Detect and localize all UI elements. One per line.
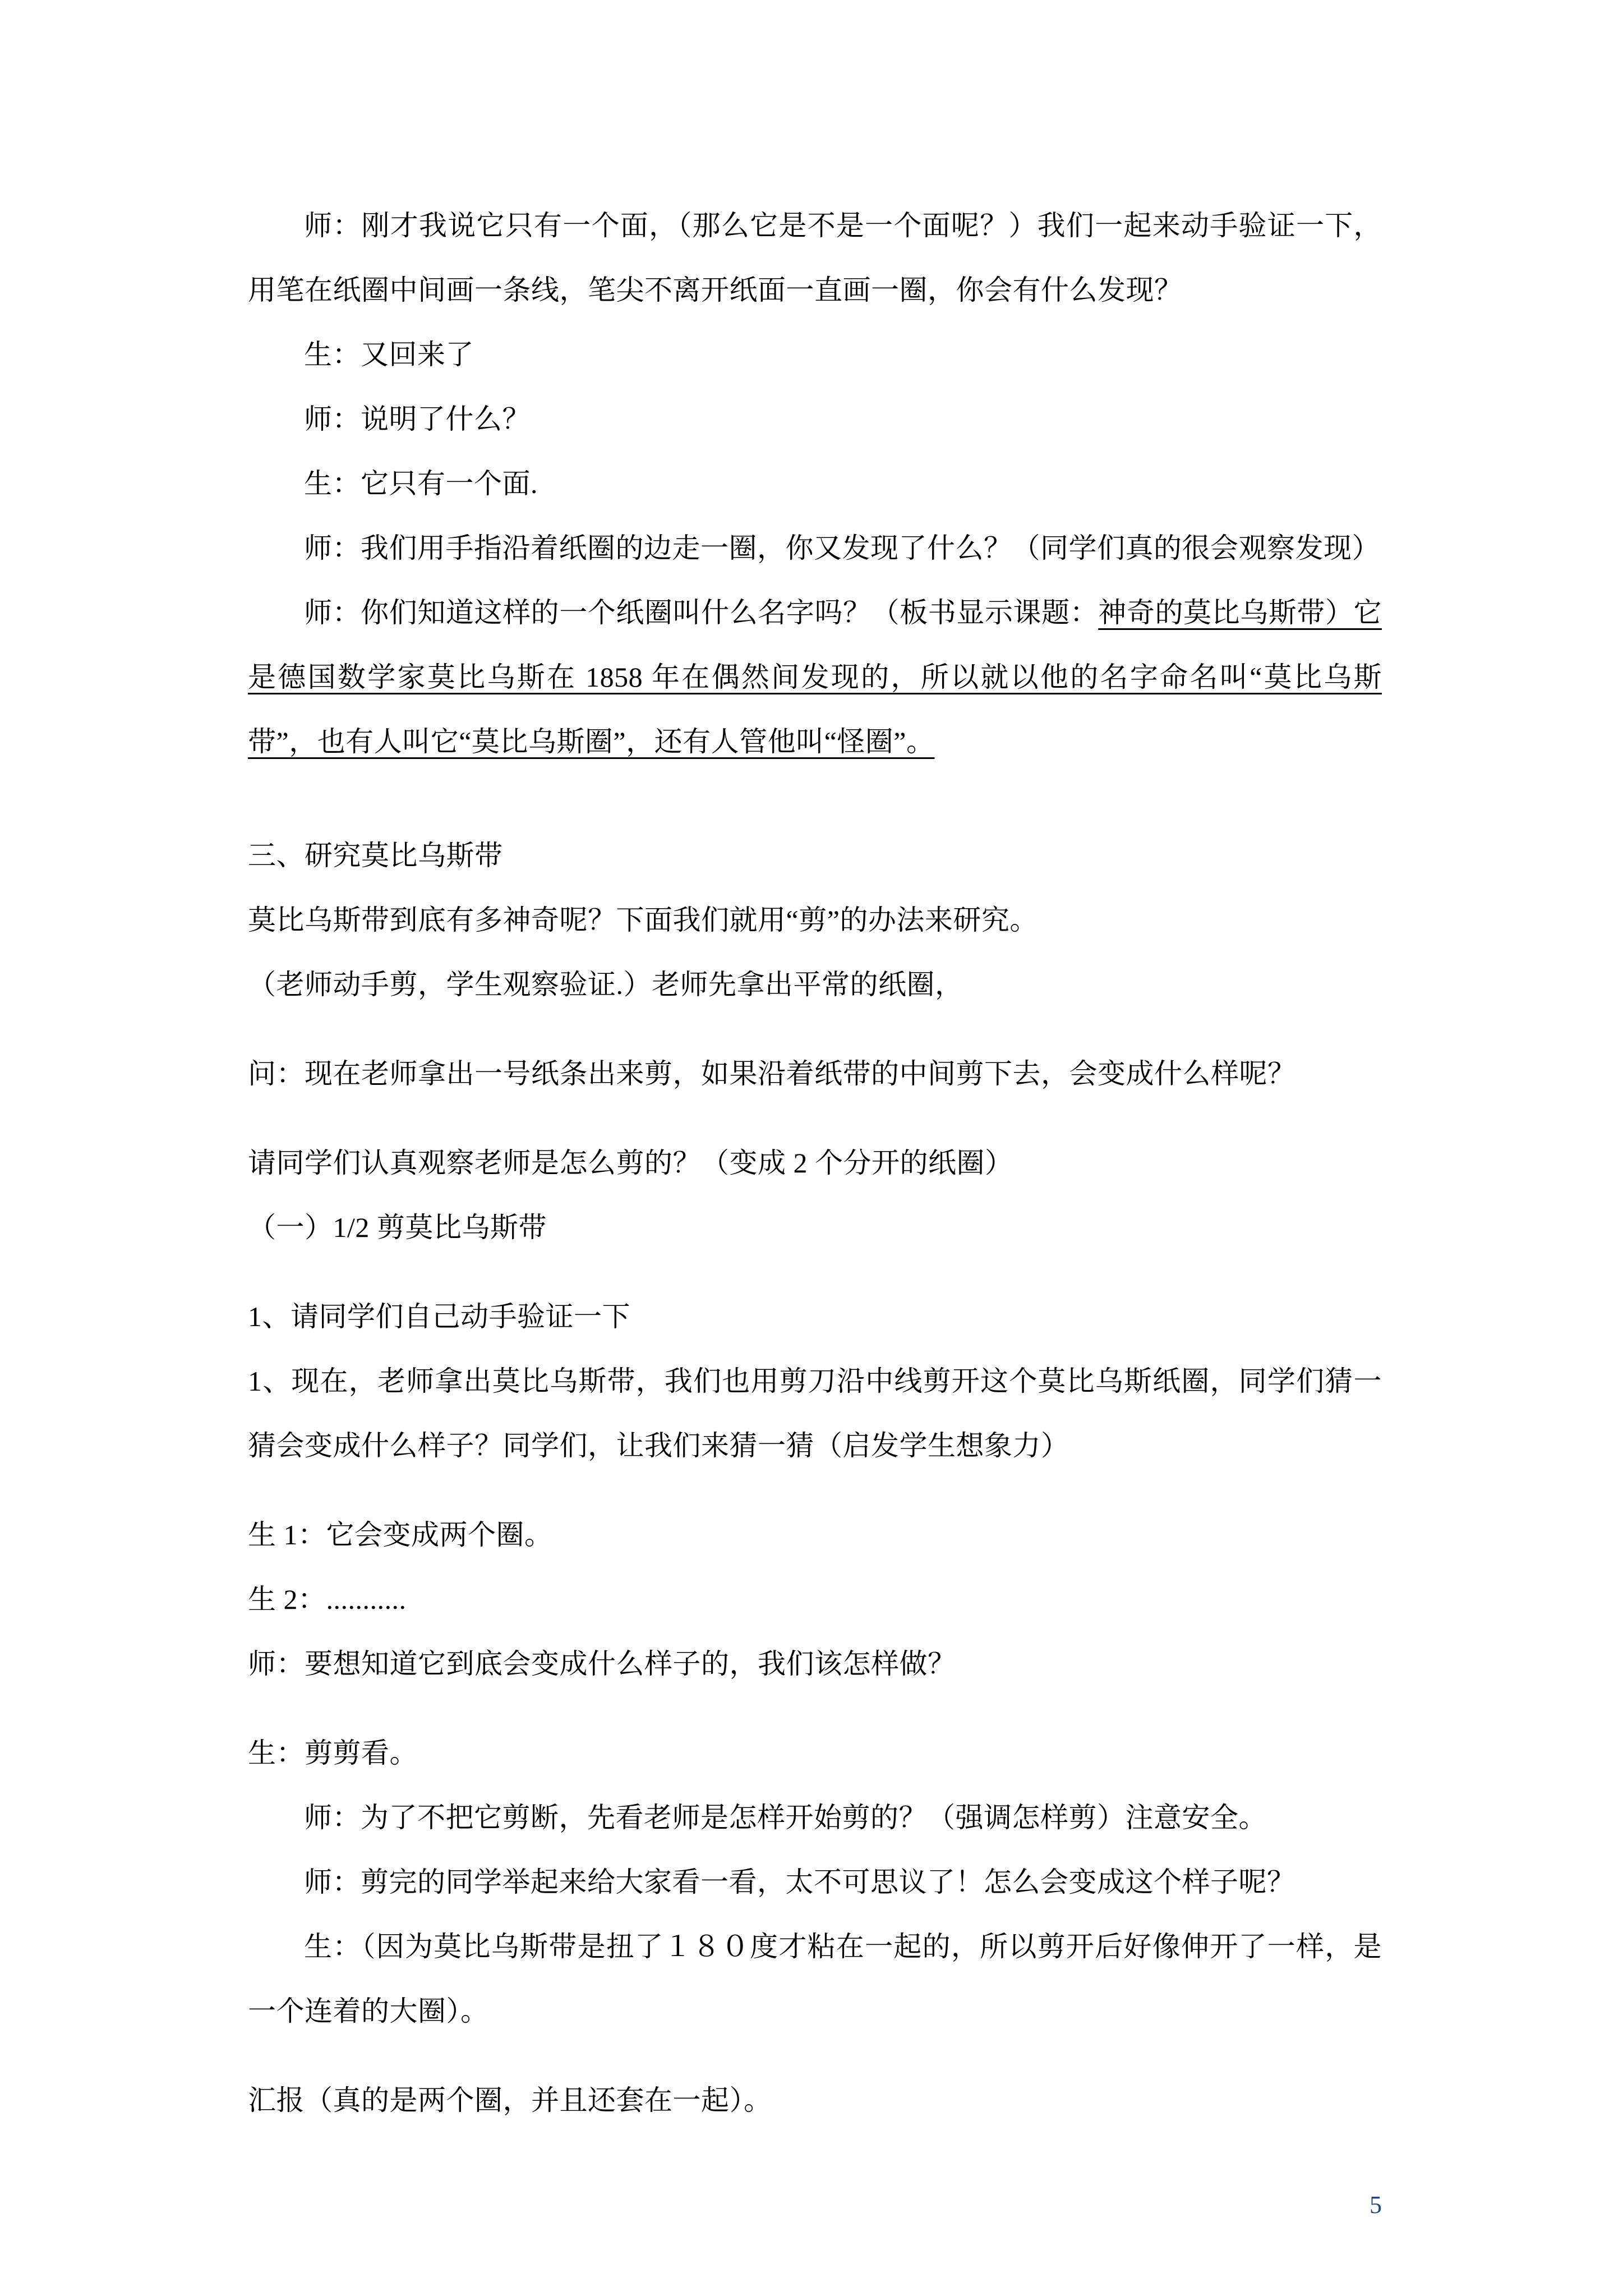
text-run: 生：又回来了 xyxy=(304,339,474,370)
paragraph xyxy=(248,888,1382,953)
text-run: 生：它只有一个面. xyxy=(304,468,538,499)
text-run: 师：刚才我说它只有一个面，（那么它是不是一个面呢？）我们一起来动手验证一下，用笔在纸圈中间画一条线，笔尖不离开纸面一直画一圈，你会有什么发现？ xyxy=(248,210,1382,306)
text-run: 1、请同学们自己动手验证一下 xyxy=(248,1301,630,1332)
paragraph xyxy=(248,1349,1382,1478)
document-body xyxy=(248,194,1382,2133)
text-run: 生：剪剪看。 xyxy=(248,1737,418,1769)
paragraph xyxy=(248,823,1382,888)
paragraph xyxy=(248,1850,1382,1915)
text-run: 生：（因为莫比乌斯带是扭了１８０度才粘在一起的，所以剪开后好像伸开了一样，是一个连着的大圈）。 xyxy=(248,1931,1382,2027)
text-run: （老师动手剪，学生观察验证.）老师先拿出平常的纸圈， xyxy=(248,969,963,1000)
paragraph xyxy=(248,1131,1382,1195)
paragraph xyxy=(248,387,1382,452)
paragraph xyxy=(248,1042,1382,1106)
text-run: 问：现在老师拿出一号纸条出来剪，如果沿着纸带的中间剪下去，会变成什么样呢？ xyxy=(248,1058,1296,1089)
paragraph xyxy=(248,1915,1382,2044)
text-run: 师：剪完的同学举起来给大家看一看，太不可思议了！怎么会变成这个样子呢？ xyxy=(304,1866,1295,1898)
text-run: 三、研究莫比乌斯带 xyxy=(248,840,503,871)
text-run: 请同学们认真观察老师是怎么剪的？（变成 2 个分开的纸圈） xyxy=(248,1147,1013,1179)
text-run: 师：要想知道它到底会变成什么样子的，我们该怎样做？ xyxy=(248,1648,956,1680)
paragraph xyxy=(248,452,1382,516)
text-run: 师：你们知道这样的一个纸圈叫什么名字吗？（板书显示课题： xyxy=(304,597,1099,628)
page-number: 5 xyxy=(1370,2191,1382,2219)
paragraph xyxy=(248,1632,1382,1696)
text-run: 师：说明了什么？ xyxy=(304,403,531,435)
text-run: （一）1/2 剪莫比乌斯带 xyxy=(248,1212,547,1243)
text-run: 生 1：它会变成两个圈。 xyxy=(248,1519,553,1550)
text-run: 师：我们用手指沿着纸圈的边走一圈，你又发现了什么？（同学们真的很会观察发现） xyxy=(304,532,1380,564)
paragraph xyxy=(248,953,1382,1017)
paragraph xyxy=(248,1721,1382,1786)
paragraph xyxy=(248,1567,1382,1632)
text-run: 1、现在，老师拿出莫比乌斯带，我们也用剪刀沿中线剪开这个莫比乌斯纸圈，同学们猜一猜会变成什么样子？同学们，让我们来猜一猜（启发学生想象力） xyxy=(248,1365,1382,1461)
paragraph xyxy=(248,581,1382,774)
text-run: 汇报（真的是两个圈，并且还套在一起）。 xyxy=(248,2085,772,2116)
paragraph xyxy=(248,323,1382,387)
paragraph xyxy=(248,2068,1382,2133)
paragraph xyxy=(248,1285,1382,1349)
paragraph xyxy=(248,1786,1382,1850)
text-run: 莫比乌斯带到底有多神奇呢？下面我们就用“剪”的办法来研究。 xyxy=(248,904,1038,936)
text-run: 师：为了不把它剪断，先看老师是怎样开始剪的？（强调怎样剪）注意安全。 xyxy=(304,1802,1267,1833)
paragraph xyxy=(248,1503,1382,1567)
paragraph xyxy=(248,516,1382,581)
paragraph xyxy=(248,1195,1382,1260)
text-run: 生 2：........... xyxy=(248,1584,407,1615)
paragraph xyxy=(248,194,1382,323)
underlined-text: 神奇的莫比乌斯带）它是德国数学家莫比乌斯在 1858 年在偶然间发现的，所以就以他的名字命名叫“莫比乌斯带”，也有人叫它“莫比乌斯圈”，还有人管他叫“怪圈”。 xyxy=(248,597,1382,757)
